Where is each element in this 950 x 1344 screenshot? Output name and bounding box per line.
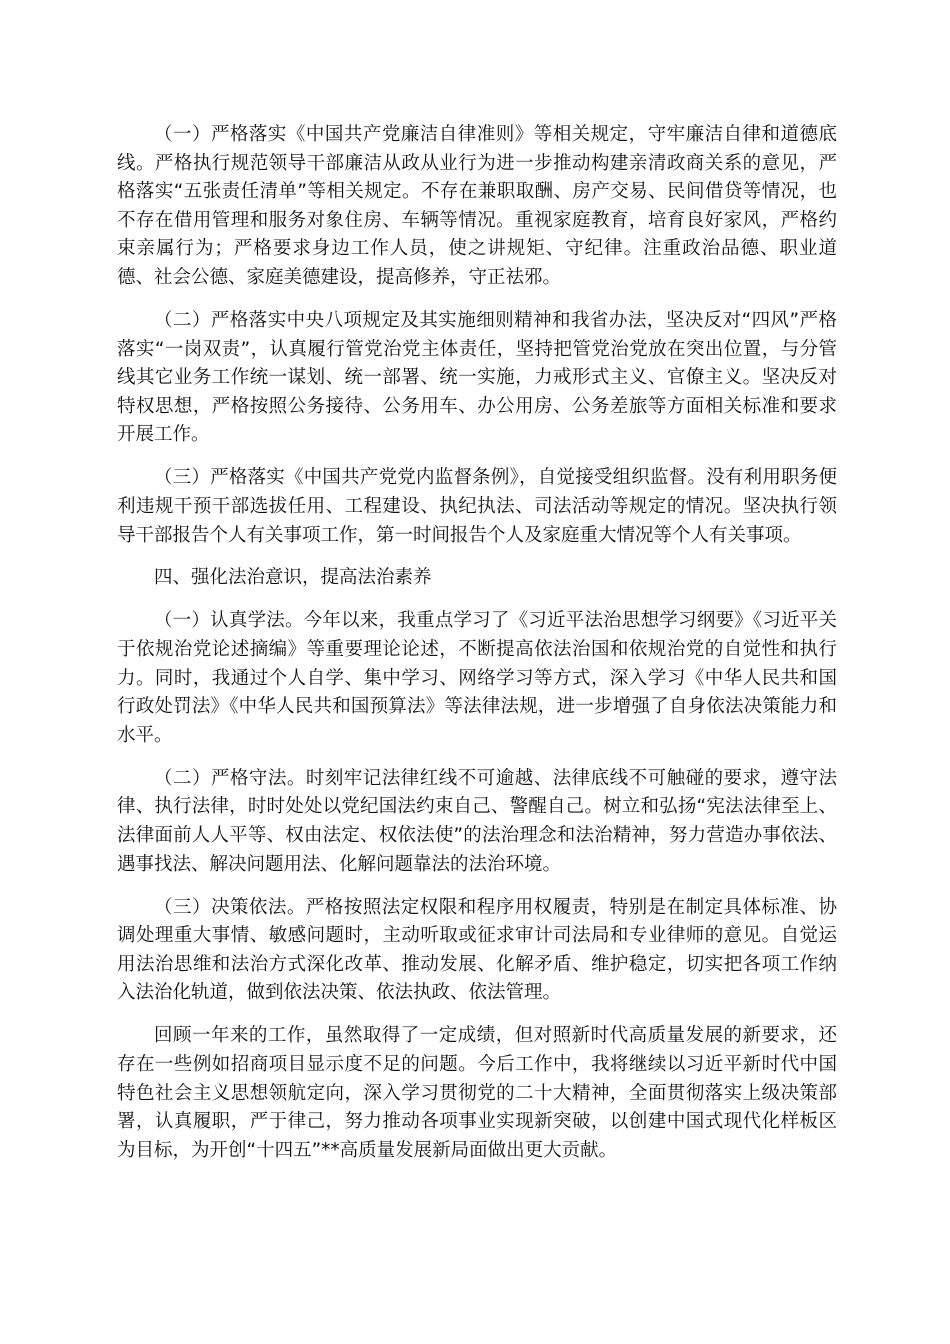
paragraph-study-law: （一）认真学法。今年以来，我重点学习了《习近平法治思想学习纲要》《习近平关于依规治党论述摘编》等重要理论论述，不断提高依法治国和依规治党的自觉性和执行力。同时，我通过个人自学、集中学习、网络学习等方式，深入学习《中华人民共和国行政处罚法》《中华人民共和国预算法》等法律法规，进一步增强了自身依法决策能力和水平。	[117, 610, 837, 746]
paragraph-review-summary: 回顾一年来的工作，虽然取得了一定成绩，但对照新时代高质量发展的新要求，还存在一些例如招商项目显示度不足的问题。今后工作中，我将继续以习近平新时代中国特色社会主义思想领航定向，深入学习贯彻党的二十大精神，全面贯彻落实上级决策部署，认真履职，严于律己，努力推动各项事业实现新突破，以创建中国式现代化样板区为目标，为开创“十四五”**高质量发展新局面做出更大贡献。	[117, 1025, 837, 1161]
paragraph-eight-regulations: （二）严格落实中央八项规定及其实施细则精神和我省办法，坚决反对“四风”严格落实“一岗双责”，认真履行管党治党主体责任，坚持把管党治党放在突出位置，与分管线其它业务工作统一谋划、统一部署、统一实施，力戒形式主义、官僚主义。坚决反对特权思想，严格按照公务接待、公务用车、办公用房、公务差旅等方面相关标准和要求开展工作。	[117, 309, 837, 446]
section-heading-rule-of-law: 四、强化法治意识，提高法治素养	[154, 567, 432, 589]
paragraph-decide-by-law: （三）决策依法。严格按照法定权限和程序用权履责，特别是在制定具体标准、协调处理重大事情、敏感问题时，主动听取或征求审计司法局和专业律师的意见。自觉运用法治思维和法治方式深化改革、推动发展、化解矛盾、维护稳定，切实把各项工作纳入法治化轨道，做到依法决策、依法执政、依法管理。	[117, 896, 837, 1004]
paragraph-inner-party-supervision: （三）严格落实《中国共产党党内监督条例》，自觉接受组织监督。没有利用职务便利违规干预干部选拔任用、工程建设、执纪执法、司法活动等规定的情况。坚决执行领导干部报告个人有关事项工作，第一时间报告个人及家庭重大情况等个人有关事项。	[117, 467, 837, 546]
paragraph-integrity-rules: （一）严格落实《中国共产党廉洁自律准则》等相关规定，守牢廉洁自律和道德底线。严格执行规范领导干部廉洁从政从业行为进一步推动构建亲清政商关系的意见，严格落实“五张责任清单”等相关规定。不存在兼职取酬、房产交易、民间借贷等情况，也不存在借用管理和服务对象住房、车辆等情况。重视家庭教育，培育良好家风，严格约束亲属行为；严格要求身边工作人员，使之讲规矩、守纪律。注重政治品德、职业道德、社会公德、家庭美德建设，提高修养，守正祛邪。	[117, 124, 837, 288]
paragraph-abide-law: （二）严格守法。时刻牢记法律红线不可逾越、法律底线不可触碰的要求，遵守法律、执行法律，时时处处以党纪国法约束自己、警醒自己。树立和弘扬“宪法法律至上、法律面前人人平等、权由法定、权依法使”的法治理念和法治精神，努力营造办事依法、遇事找法、解决问题用法、化解问题靠法的法治环境。	[117, 767, 837, 875]
document-body	[117, 121, 837, 1180]
